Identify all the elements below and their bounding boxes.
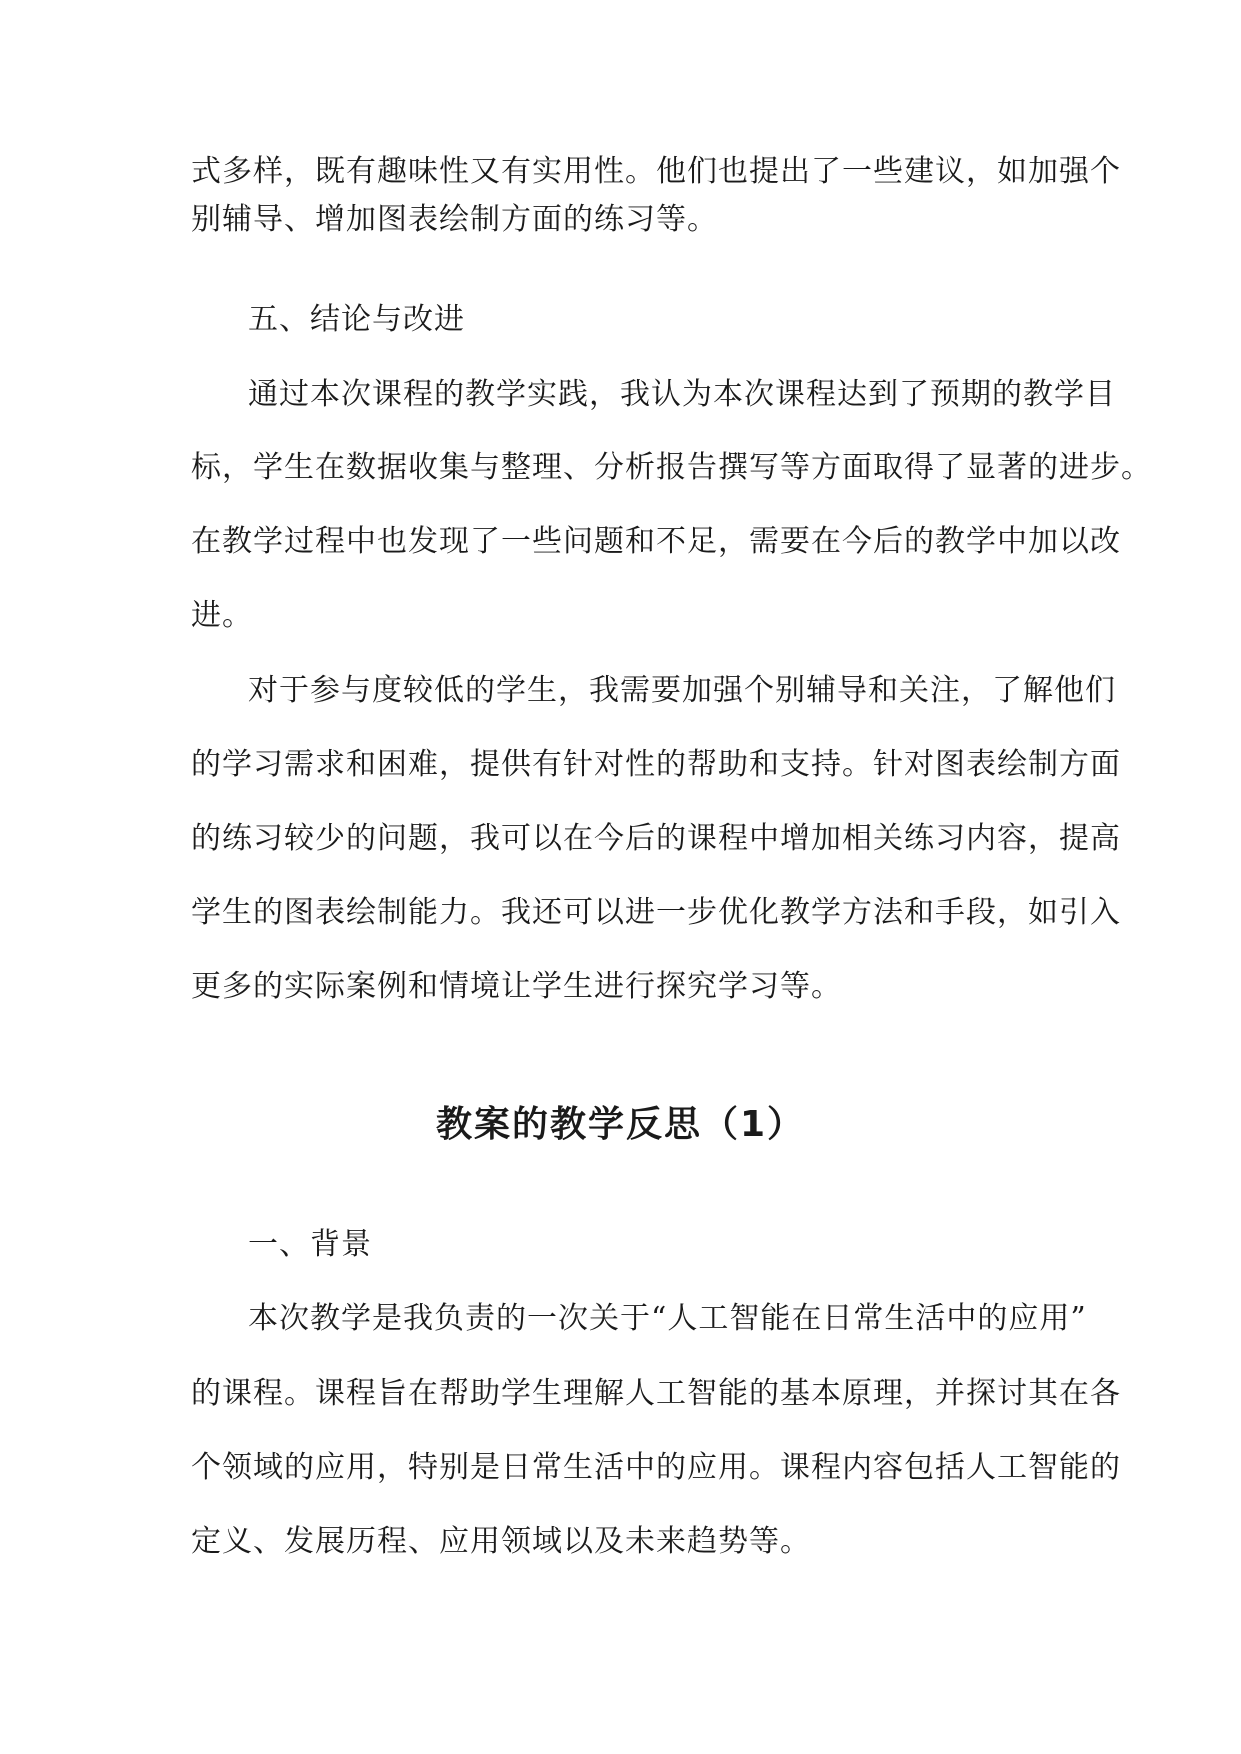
paragraph-line: 在教学过程中也发现了一些问题和不足，需要在今后的教学中加以改 — [191, 524, 1121, 559]
paragraph-line: 定义、发展历程、应用领域以及未来趋势等。 — [191, 1524, 811, 1559]
section-title: 教案的教学反思（1） — [435, 1104, 806, 1145]
paragraph-line: 式多样，既有趣味性又有实用性。他们也提出了一些建议，如加强个 — [191, 154, 1121, 189]
paragraph-line: 的课程。课程旨在帮助学生理解人工智能的基本原理，并探讨其在各 — [191, 1376, 1121, 1411]
paragraph-line: 学生的图表绘制能力。我还可以进一步优化教学方法和手段，如引入 — [191, 895, 1121, 930]
paragraph-line: 个领域的应用，特别是日常生活中的应用。课程内容包括人工智能的 — [191, 1450, 1121, 1485]
paragraph-line: 本次教学是我负责的一次关于“人工智能在日常生活中的应用” — [248, 1301, 1087, 1336]
paragraph-line: 进。 — [191, 598, 253, 633]
paragraph-line: 的学习需求和困难，提供有针对性的帮助和支持。针对图表绘制方面 — [191, 747, 1121, 782]
paragraph-line: 的练习较少的问题，我可以在今后的课程中增加相关练习内容，提高 — [191, 821, 1121, 856]
section-heading: 一、背景 — [248, 1227, 372, 1262]
paragraph-line: 别辅导、增加图表绘制方面的练习等。 — [191, 202, 718, 237]
paragraph-line: 更多的实际案例和情境让学生进行探究学习等。 — [191, 969, 842, 1004]
paragraph-line: 标，学生在数据收集与整理、分析报告撰写等方面取得了显著的进步。 — [191, 450, 1152, 485]
paragraph-line: 对于参与度较低的学生，我需要加强个别辅导和关注，了解他们 — [248, 673, 1116, 708]
section-heading: 五、结论与改进 — [248, 302, 465, 337]
paragraph-line: 通过本次课程的教学实践，我认为本次课程达到了预期的教学目 — [248, 377, 1116, 412]
